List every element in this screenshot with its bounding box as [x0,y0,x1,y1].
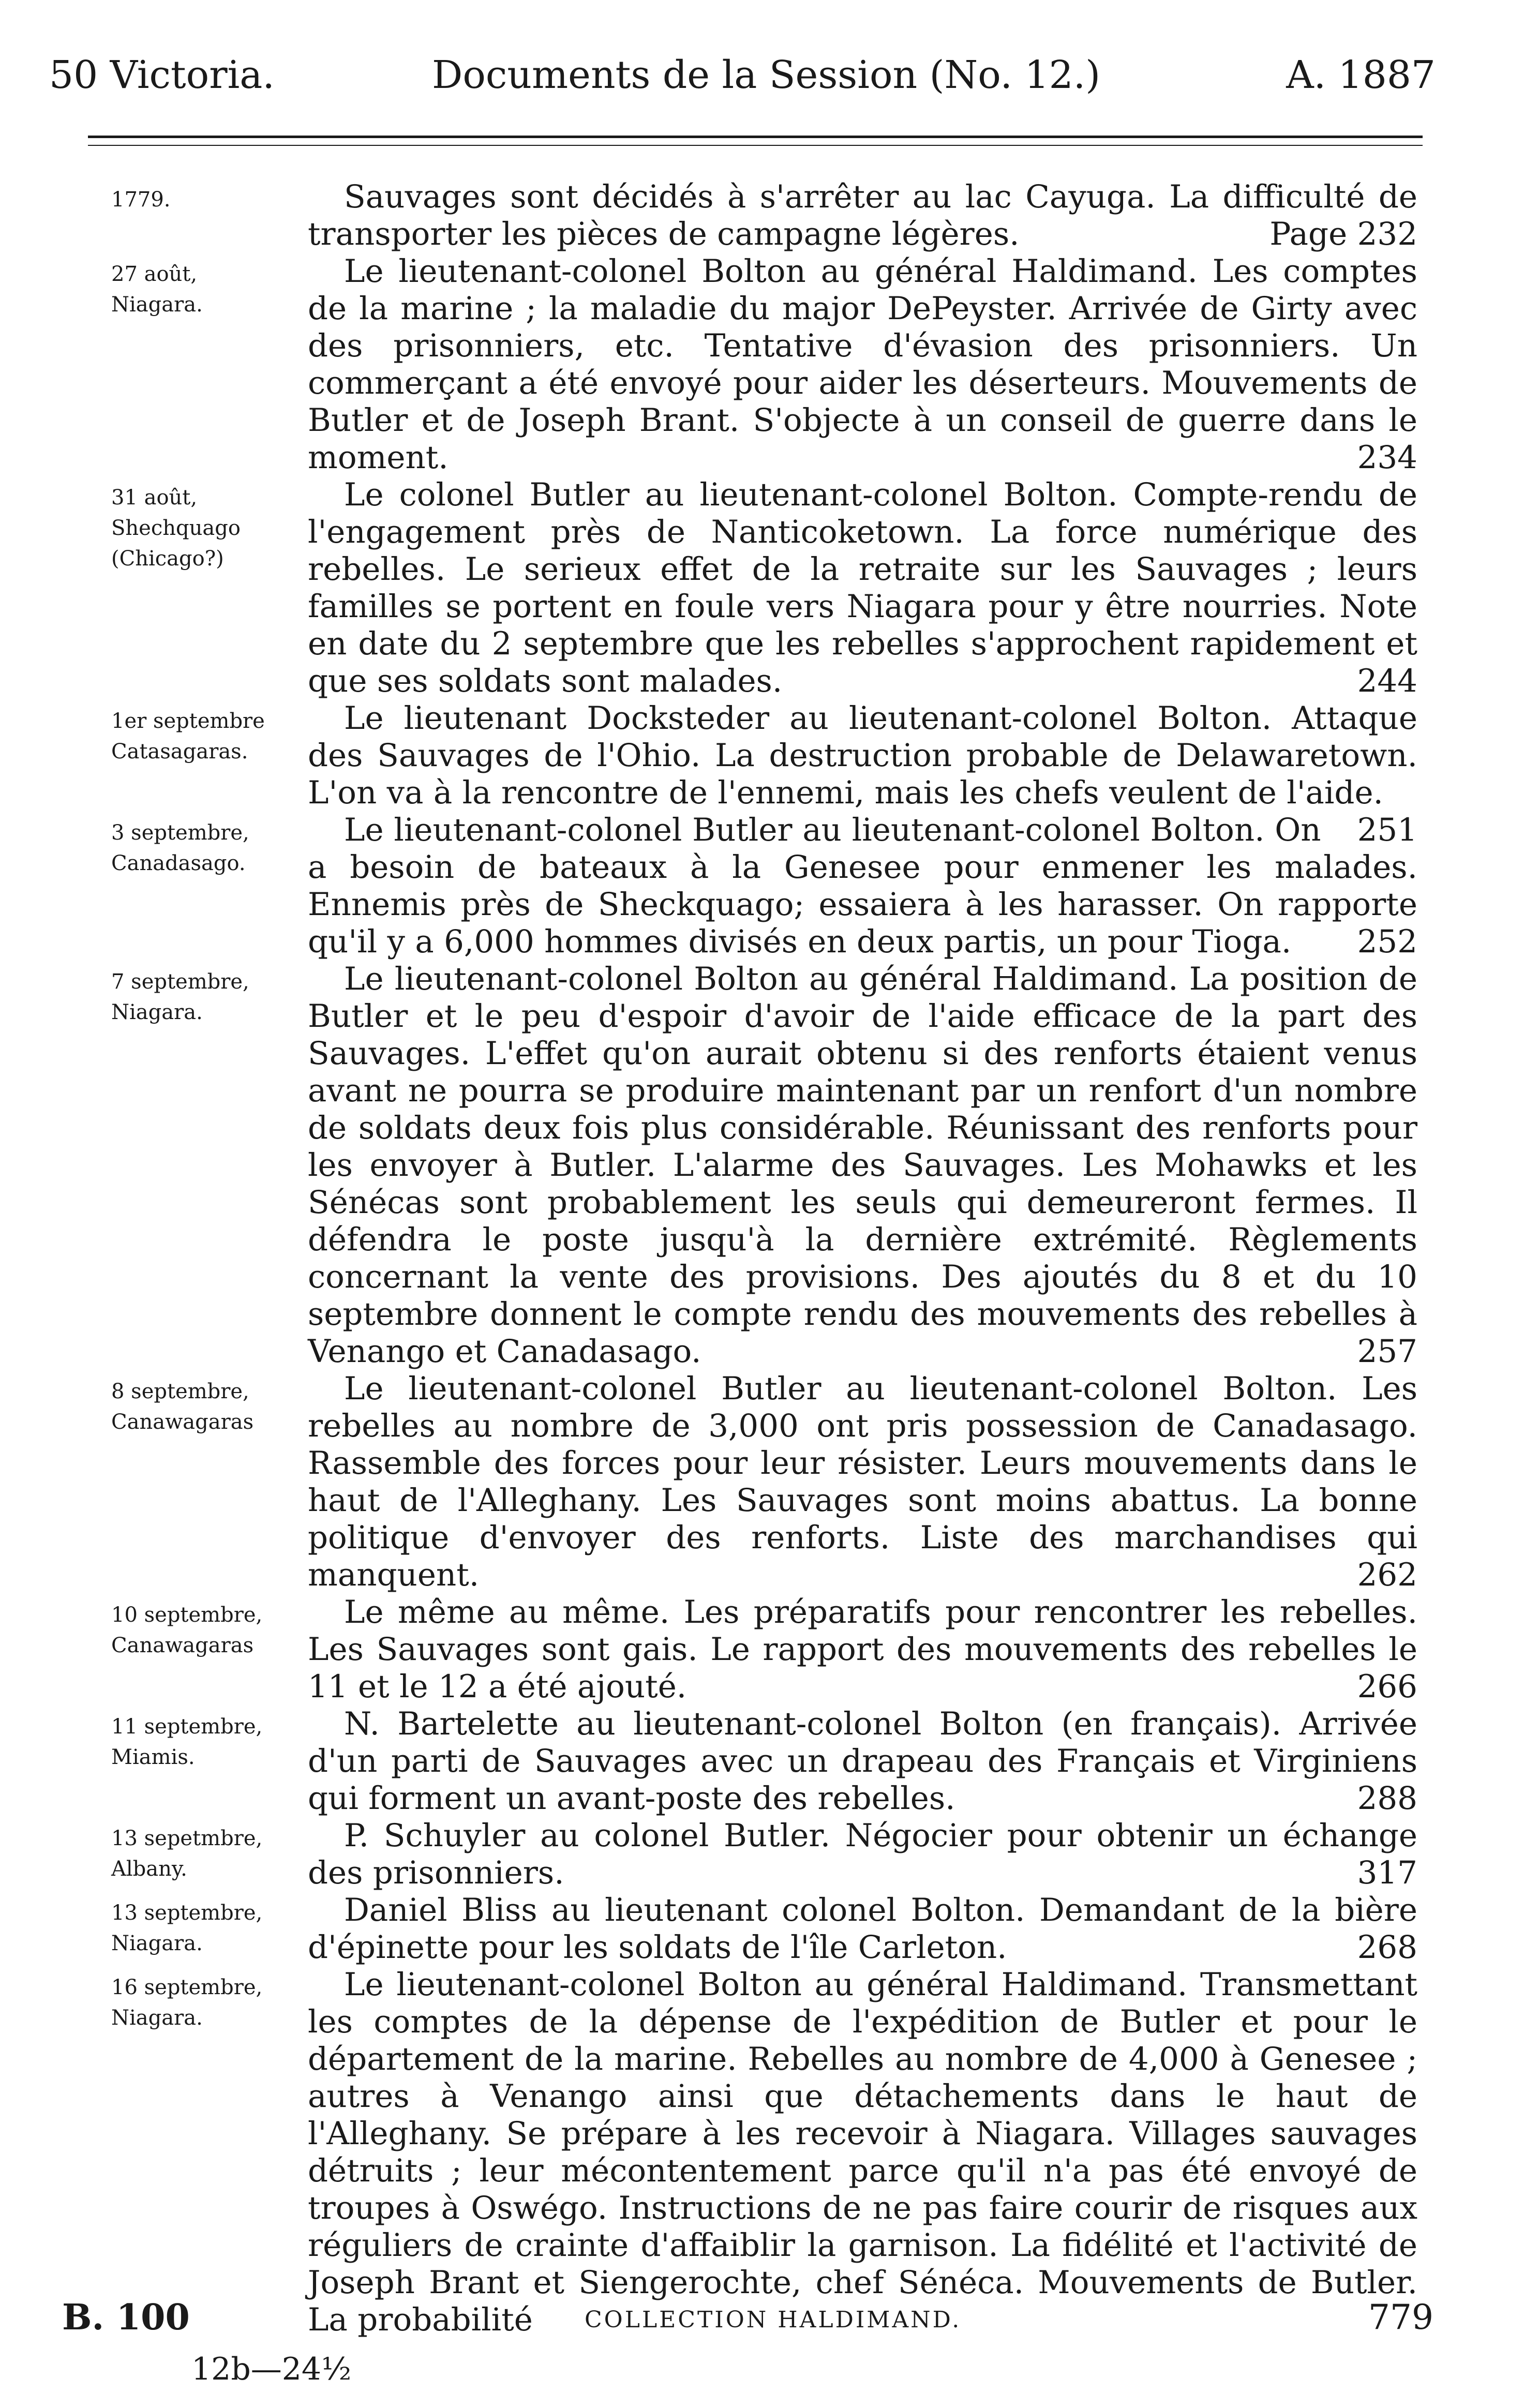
entry-summary: Le lieutenant-colonel Bolton au général Haldimand. Transmettant les comptes de la dépense de l'expédition de Butler et pour le département de la marine. Rebelles au nombre de 4,000 à Genesee ; autres à Venango ainsi que détachements dans le haut de l'Alleghany. Se prépare à les recevoir à Niagara. Villages sauvages détruits ; leur mécontentement parce qu'il n'a pas été envoyé de troupes à Oswégo. Instructions de ne pas faire courir de risques aux réguliers de crainte d'affaiblir la garnison. La fidélité et l'activité de Joseph Brant et Siengerochte, chef Sénéca. Mouvements de Butler. La probabilité [308,1966,1417,2338]
calendar-entry [0,812,1524,961]
entry-page-ref: 251 [1357,812,1417,848]
entry-summary: Le lieutenant-colonel Butler au lieutenant-colonel Bolton. Les rebelles au nombre de 3,000 ont pris possession de Canadasago. Rassemble des forces pour leur résister. Leurs mouvements dans le haut de l'Alleghany. Les Sauvages sont moins abattus. La bonne politique d'envoyer des renforts. Liste des marchandises qui manquent. [308,1370,1417,1593]
entry-summary: Le lieutenant-colonel Butler au lieutenant-colonel Bolton. On a besoin de bateaux à la Genesee pour enmener les malades. Ennemis près de Sheckquago; essaiera à les harasser. On rapporte qu'il y a 6,000 hommes divisés en deux partis, un pour Tioga. [308,812,1417,960]
calendar-entry [0,1594,1524,1706]
entry-summary: Le lieutenant Docksteder au lieutenant-colonel Bolton. Attaque des Sauvages de l'Ohio. La destruction probable de Delawaretown. L'on va à la rencontre de l'ennemi, mais les chefs veulent de l'aide. [308,700,1417,811]
entry-page-ref: 234 [1357,439,1417,476]
calendar-entry [0,1892,1524,1966]
entry-page-ref: Page 232 [1269,216,1417,252]
entry-date-place: 31 août, Shechquago (Chicago?) [111,486,241,571]
calendar-entry [0,1370,1524,1594]
entry-page-ref: 252 [1357,923,1417,960]
entry-date-place: 13 sepetmbre, Albany. [111,1827,263,1881]
entry-date-place: 27 août, Niagara. [111,262,203,317]
calendar-entry [0,1706,1524,1817]
header-rule-thin [88,145,1423,146]
footer-printer-note: 12b—24½ [191,2351,352,2387]
running-header [49,47,1436,103]
entry-summary: N. Bartelette au lieutenant-colonel Bolton (en français). Arrivée d'un parti de Sauvages avec un drapeau des Français et Virginiens qui forment un avant-poste des rebelles. [308,1706,1417,1817]
footer-page-number: 779 [1368,2297,1433,2337]
header-session-volume: 50 Victoria. [49,53,275,97]
entry-page-ref: 317 [1357,1854,1417,1891]
footer-signature-mark: B. 100 [62,2297,190,2338]
entry-page-ref: 244 [1357,663,1417,699]
entry-date-place: 13 septembre, Niagara. [111,1901,263,1955]
footer-collection-name: COLLECTION HALDIMAND. [585,2307,962,2333]
calendar-entry [0,961,1524,1370]
entry-summary: Le colonel Butler au lieutenant-colonel Bolton. Compte-rendu de l'engagement près de Nanticoketown. La force numérique des rebelles. Le serieux effet de la retraite sur les Sauvages ; leurs familles se portent en foule vers Niagara pour y être nourries. Note en date du 2 septembre que les rebelles s'approchent rapidement et que ses soldats sont malades. [308,476,1417,699]
entry-page-ref: 268 [1357,1929,1417,1966]
entry-summary: Le lieutenant-colonel Bolton au général Haldimand. La position de Butler et le peu d'espoir d'avoir de l'aide efficace de la part des Sauvages. L'effet qu'on aurait obtenu si des renforts étaient venus avant ne pourra se produire maintenant par un renfort d'un nombre de soldats deux fois plus considérable. Réunissant des renforts pour les envoyer à Butler. L'alarme des Sauvages. Les Mohawks et les Sénécas sont probablement les seuls qui demeureront fermes. Il défendra le poste jusqu'à la dernière extrémité. Règlements concernant la vente des provisions. Des ajoutés du 8 et du 10 septembre donnent le compte rendu des mouvements des rebelles à Venango et Canadasago. [308,961,1417,1370]
entry-date-place: 7 septembre, Niagara. [111,970,249,1024]
entry-date-place: 8 septembre, Canawagaras [111,1380,254,1434]
calendar-entry [0,476,1524,700]
entry-summary: Le même au même. Les préparatifs pour rencontrer les rebelles. Les Sauvages sont gais. Le rapport des mouvements des rebelles le 11 et le 12 a été ajouté. [308,1594,1417,1705]
header-rule-thick [88,136,1423,138]
entry-date-place: 3 septembre, Canadasago. [111,821,249,875]
entry-summary: Daniel Bliss au lieutenant colonel Bolton. Demandant de la bière d'épinette pour les soldats de l'île Carleton. [308,1892,1417,1966]
calendar-entry [0,1966,1524,2339]
entry-date-place: 1er septembre Catasagaras. [111,709,265,764]
calendar-entry [0,178,1524,253]
entry-page-ref: 288 [1357,1780,1417,1817]
header-year: A. 1887 [1286,53,1436,97]
entry-summary: Le lieutenant-colonel Bolton au général Haldimand. Les comptes de la marine ; la maladie du major DePeyster. Arrivée de Girty avec des prisonniers, etc. Tentative d'évasion des prisonniers. Un commerçant a été envoyé pour aider les déserteurs. Mouvements de Butler et de Joseph Brant. S'objecte à un conseil de guerre dans le moment. [308,253,1417,476]
page-footer [0,2292,1524,2343]
header-document-title: Documents de la Session (No. 12.) [432,53,1101,97]
calendar-entry [0,1817,1524,1892]
entry-date-place: 1779. [111,188,171,212]
entry-date-place: 10 septembre, Canawagaras [111,1603,263,1657]
entry-page-ref: 262 [1357,1557,1417,1593]
entry-summary: Sauvages sont décidés à s'arrêter au lac Cayuga. La difficulté de transporter les pièces de campagne légères. [308,178,1417,252]
entry-page-ref: 257 [1357,1333,1417,1370]
calendar-body [0,178,1524,2339]
entry-page-ref: 266 [1357,1668,1417,1705]
calendar-entry [0,253,1524,476]
entry-date-place: 16 septembre, Niagara. [111,1976,263,2030]
entry-date-place: 11 septembre, Miamis. [111,1715,263,1769]
entry-summary: P. Schuyler au colonel Butler. Négocier pour obtenir un échange des prisonniers. [308,1817,1417,1891]
